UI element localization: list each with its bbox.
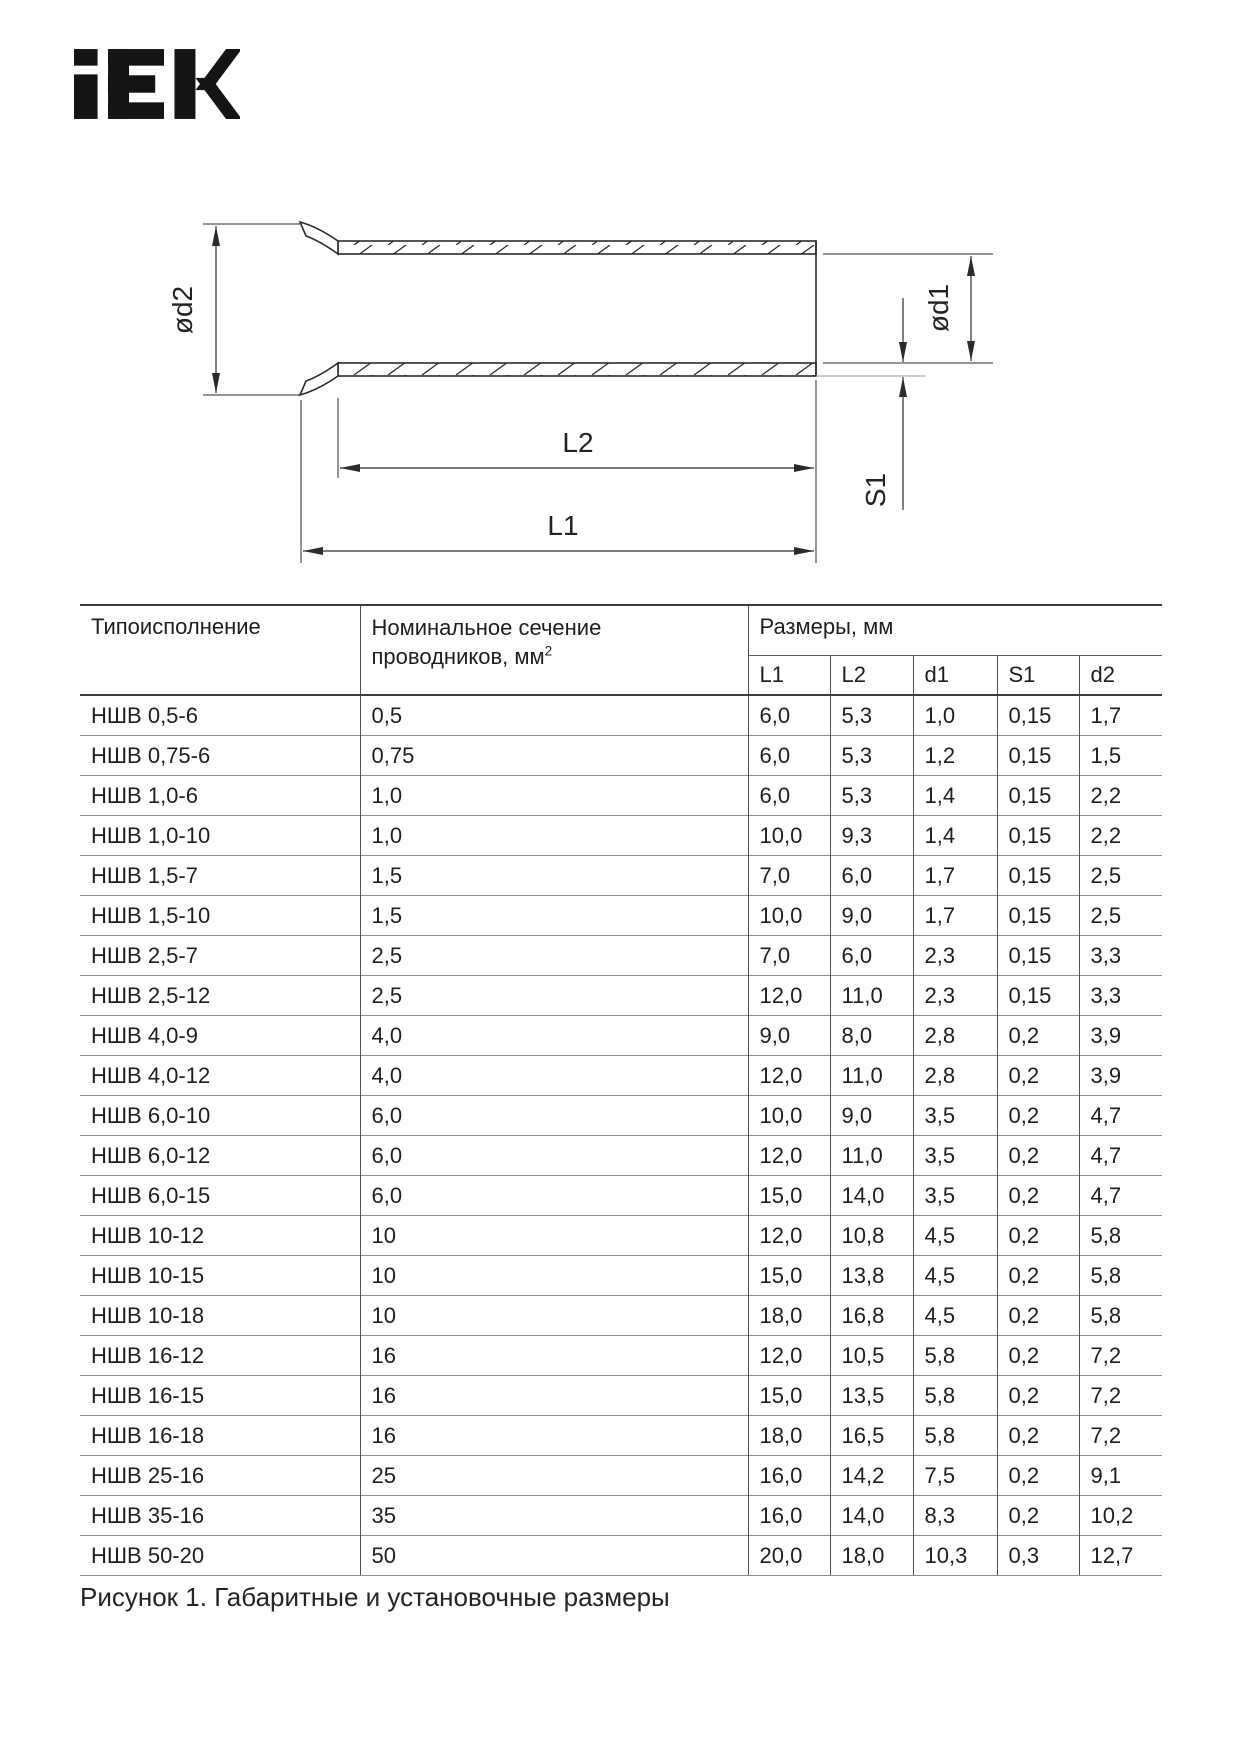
table-cell: 16,8 (830, 1296, 913, 1336)
table-row (80, 695, 1162, 736)
subheader-l2: L2 (830, 656, 913, 696)
table-cell: 5,8 (913, 1376, 997, 1416)
table-cell: 6,0 (748, 736, 830, 776)
table-cell: НШВ 10-12 (80, 1216, 360, 1256)
table-row (80, 816, 1162, 856)
table-cell: 2,5 (360, 936, 748, 976)
table-cell: 0,2 (997, 1416, 1079, 1456)
dimension-label-s1: S1 (860, 472, 891, 508)
table-cell: 14,0 (830, 1176, 913, 1216)
dimension-label-d1: ød1 (923, 283, 954, 333)
table-cell: 12,0 (748, 976, 830, 1016)
table-row (80, 1456, 1162, 1496)
column-header-type: Типоисполнение (80, 605, 360, 695)
dimension-label-l1: L1 (547, 510, 579, 541)
table-cell: 9,3 (830, 816, 913, 856)
table-cell: 3,9 (1079, 1056, 1162, 1096)
table-row (80, 856, 1162, 896)
table-cell: 14,0 (830, 1496, 913, 1536)
table-cell: 0,15 (997, 896, 1079, 936)
column-header-dimensions: Размеры, мм (748, 605, 1162, 656)
table-cell: 5,8 (1079, 1216, 1162, 1256)
table-cell: 12,0 (748, 1136, 830, 1176)
table-cell: НШВ 6,0-10 (80, 1096, 360, 1136)
table-cell: НШВ 25-16 (80, 1456, 360, 1496)
table-cell: 3,3 (1079, 976, 1162, 1016)
column-header-cross-section (360, 605, 748, 695)
table-cell: 7,2 (1079, 1376, 1162, 1416)
table-cell: 7,2 (1079, 1336, 1162, 1376)
table-cell: 5,3 (830, 695, 913, 736)
table-cell: 4,0 (360, 1056, 748, 1096)
table-cell: 0,2 (997, 1456, 1079, 1496)
table-cell: НШВ 35-16 (80, 1496, 360, 1536)
table-cell: 10 (360, 1216, 748, 1256)
table-cell: 9,0 (748, 1016, 830, 1056)
table-row (80, 1496, 1162, 1536)
table-cell: 10 (360, 1256, 748, 1296)
table-cell: 0,2 (997, 1176, 1079, 1216)
table-cell: 4,7 (1079, 1136, 1162, 1176)
table-cell: 13,5 (830, 1376, 913, 1416)
table-cell: НШВ 6,0-12 (80, 1136, 360, 1176)
table-row (80, 1176, 1162, 1216)
table-cell: НШВ 6,0-15 (80, 1176, 360, 1216)
ferrule-drawing (148, 180, 1008, 580)
table-cell: НШВ 10-15 (80, 1256, 360, 1296)
table-cell: 1,0 (360, 776, 748, 816)
table-row (80, 736, 1162, 776)
table-cell: 0,15 (997, 695, 1079, 736)
table-cell: 10,0 (748, 1096, 830, 1136)
table-cell: 16,5 (830, 1416, 913, 1456)
table-cell: 0,2 (997, 1496, 1079, 1536)
table-cell: 3,5 (913, 1176, 997, 1216)
table-cell: 6,0 (360, 1136, 748, 1176)
table-cell: НШВ 1,0-10 (80, 816, 360, 856)
table-cell: 9,0 (830, 1096, 913, 1136)
table-cell: 0,2 (997, 1336, 1079, 1376)
table-header-row (80, 605, 1162, 656)
table-row (80, 1536, 1162, 1576)
table-cell: 6,0 (360, 1176, 748, 1216)
table-cell: 1,2 (913, 736, 997, 776)
table-cell: 16,0 (748, 1496, 830, 1536)
table-cell: НШВ 1,5-10 (80, 896, 360, 936)
table-cell: 0,15 (997, 736, 1079, 776)
table-cell: 1,5 (360, 856, 748, 896)
dimensions-table (80, 604, 1162, 1576)
table-cell: НШВ 2,5-12 (80, 976, 360, 1016)
table-cell: 6,0 (830, 856, 913, 896)
table-cell: 6,0 (748, 776, 830, 816)
table-cell: 10,5 (830, 1336, 913, 1376)
table-cell: НШВ 16-15 (80, 1376, 360, 1416)
ferrule-flare-bottom (300, 363, 338, 395)
table-cell: 8,3 (913, 1496, 997, 1536)
table-cell: 6,0 (748, 695, 830, 736)
table-cell: 9,1 (1079, 1456, 1162, 1496)
table-cell: 2,3 (913, 936, 997, 976)
table-cell: 1,7 (913, 856, 997, 896)
subheader-d1: d1 (913, 656, 997, 696)
table-cell: 0,75 (360, 736, 748, 776)
table-row (80, 1296, 1162, 1336)
table-cell: 7,2 (1079, 1416, 1162, 1456)
table-row (80, 1336, 1162, 1376)
table-cell: 0,2 (997, 1256, 1079, 1296)
ferrule-flare-top (300, 222, 338, 254)
table-cell: 2,5 (1079, 896, 1162, 936)
table-cell: 7,0 (748, 856, 830, 896)
table-cell: 1,0 (913, 695, 997, 736)
table-cell: 4,7 (1079, 1096, 1162, 1136)
table-cell: 5,3 (830, 776, 913, 816)
table-cell: 16,0 (748, 1456, 830, 1496)
table-cell: 0,15 (997, 856, 1079, 896)
table-cell: 6,0 (830, 936, 913, 976)
table-cell: 18,0 (748, 1296, 830, 1336)
table-cell: 11,0 (830, 976, 913, 1016)
table-row (80, 1256, 1162, 1296)
table-cell: 12,0 (748, 1216, 830, 1256)
cross-section-line2: проводников, мм (371, 643, 545, 669)
table-cell: 50 (360, 1536, 748, 1576)
table-cell: 7,5 (913, 1456, 997, 1496)
table-cell: 3,3 (1079, 936, 1162, 976)
table-cell: НШВ 4,0-9 (80, 1016, 360, 1056)
table-row (80, 1096, 1162, 1136)
table-cell: 18,0 (830, 1536, 913, 1576)
table-cell: 1,5 (1079, 736, 1162, 776)
table-cell: 11,0 (830, 1056, 913, 1096)
table-cell: 3,9 (1079, 1016, 1162, 1056)
table-cell: 1,4 (913, 776, 997, 816)
table-row (80, 896, 1162, 936)
table-cell: 16 (360, 1416, 748, 1456)
table-cell: 2,2 (1079, 816, 1162, 856)
table-cell: НШВ 4,0-12 (80, 1056, 360, 1096)
table-cell: 3,5 (913, 1096, 997, 1136)
ferrule-bottom-wall (338, 363, 816, 376)
table-cell: 5,8 (1079, 1256, 1162, 1296)
table-cell: 10,2 (1079, 1496, 1162, 1536)
table-cell: НШВ 1,5-7 (80, 856, 360, 896)
table-cell: 2,3 (913, 976, 997, 1016)
table-cell: 1,5 (360, 896, 748, 936)
table-cell: 8,0 (830, 1016, 913, 1056)
table-cell: 14,2 (830, 1456, 913, 1496)
table-cell: 0,2 (997, 1296, 1079, 1336)
table-cell: 0,15 (997, 776, 1079, 816)
cross-section-line1: Номинальное сечение (371, 615, 602, 640)
table-cell: 0,2 (997, 1136, 1079, 1176)
table-cell: 0,2 (997, 1096, 1079, 1136)
table-cell: 0,5 (360, 695, 748, 736)
figure-caption: Рисунок 1. Габаритные и установочные размеры (80, 1582, 670, 1612)
table-cell: НШВ 0,75-6 (80, 736, 360, 776)
table-row (80, 1216, 1162, 1256)
table-cell: 5,3 (830, 736, 913, 776)
table-cell: НШВ 16-18 (80, 1416, 360, 1456)
table-cell: 0,15 (997, 816, 1079, 856)
table-cell: 25 (360, 1456, 748, 1496)
table-row (80, 1016, 1162, 1056)
iek-logo-glyphs (74, 49, 240, 119)
table-cell: 16 (360, 1376, 748, 1416)
table-cell: 15,0 (748, 1376, 830, 1416)
table-cell: НШВ 2,5-7 (80, 936, 360, 976)
table-cell: 0,2 (997, 1376, 1079, 1416)
table-cell: 6,0 (360, 1096, 748, 1136)
table-cell: НШВ 50-20 (80, 1536, 360, 1576)
table-cell: 5,8 (913, 1336, 997, 1376)
table-cell: 4,5 (913, 1216, 997, 1256)
table-row (80, 936, 1162, 976)
table-body (80, 695, 1162, 1576)
table-cell: 10,3 (913, 1536, 997, 1576)
subheader-s1: S1 (997, 656, 1079, 696)
table-cell: 0,15 (997, 936, 1079, 976)
subheader-l1: L1 (748, 656, 830, 696)
table-cell: 4,5 (913, 1256, 997, 1296)
table-cell: 20,0 (748, 1536, 830, 1576)
table-cell: 13,8 (830, 1256, 913, 1296)
table-cell: 10,0 (748, 816, 830, 856)
table-cell: 0,2 (997, 1216, 1079, 1256)
ferrule-top-wall (338, 241, 816, 254)
table-cell: 2,2 (1079, 776, 1162, 816)
table-cell: НШВ 0,5-6 (91, 702, 198, 728)
dimension-label-l2: L2 (562, 427, 594, 458)
table-row (80, 1376, 1162, 1416)
subheader-d2: d2 (1079, 656, 1162, 696)
cross-section-sup: 2 (544, 643, 553, 659)
table-cell: НШВ 1,0-6 (80, 776, 360, 816)
table-cell: 10 (360, 1296, 748, 1336)
dimension-label-d2: ød2 (167, 285, 198, 335)
table-cell: 5,8 (1079, 1296, 1162, 1336)
table-cell: 4,7 (1079, 1176, 1162, 1216)
table-cell: 12,0 (748, 1056, 830, 1096)
table-cell: 15,0 (748, 1256, 830, 1296)
table-row (80, 1136, 1162, 1176)
table-cell: 10,0 (748, 896, 830, 936)
table-cell: 2,5 (1079, 856, 1162, 896)
table-cell: 0,15 (997, 976, 1079, 1016)
table-cell: 4,5 (913, 1296, 997, 1336)
table-cell: 35 (360, 1496, 748, 1536)
table-cell: 2,8 (913, 1056, 997, 1096)
table-cell: 2,5 (360, 976, 748, 1016)
table-cell: 1,4 (913, 816, 997, 856)
table-cell: 11,0 (830, 1136, 913, 1176)
table-row (80, 1416, 1162, 1456)
table-cell: 12,0 (748, 1336, 830, 1376)
table-cell: 16 (360, 1336, 748, 1376)
table-cell: 4,0 (360, 1016, 748, 1056)
table-cell: НШВ 10-18 (80, 1296, 360, 1336)
table-cell: 1,7 (913, 896, 997, 936)
table-cell: 1,7 (1079, 695, 1162, 736)
table-cell: 7,0 (748, 936, 830, 976)
table-row (80, 1056, 1162, 1096)
iek-logo (74, 49, 240, 119)
table-cell: 5,8 (913, 1416, 997, 1456)
table-cell: 2,8 (913, 1016, 997, 1056)
table-cell: 9,0 (830, 896, 913, 936)
table-cell: 12,7 (1079, 1536, 1162, 1576)
table-cell: 0,3 (997, 1536, 1079, 1576)
table-cell: 0,2 (997, 1056, 1079, 1096)
table-cell: 18,0 (748, 1416, 830, 1456)
table-cell: НШВ 16-12 (80, 1336, 360, 1376)
table-cell: 0,2 (997, 1016, 1079, 1056)
table-cell: 10,8 (830, 1216, 913, 1256)
table-row (80, 776, 1162, 816)
table-row (80, 976, 1162, 1016)
table-cell: 3,5 (913, 1136, 997, 1176)
table-cell: 1,0 (360, 816, 748, 856)
table-cell: 15,0 (748, 1176, 830, 1216)
